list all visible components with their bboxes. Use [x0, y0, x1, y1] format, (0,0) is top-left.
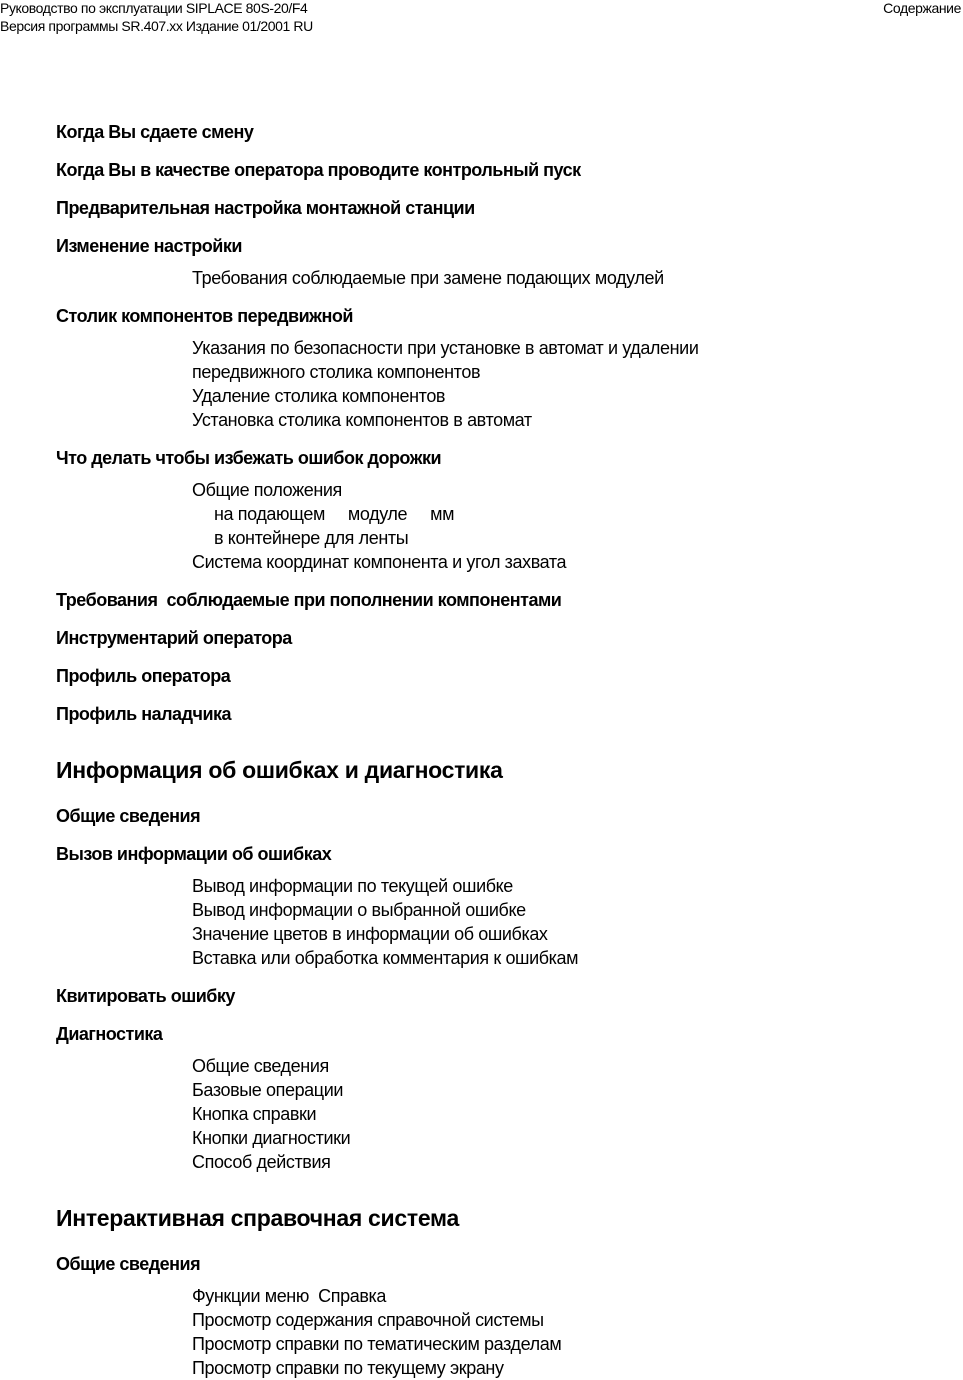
- toc-heading[interactable]: Когда Вы сдаете смену: [56, 122, 254, 142]
- toc-item[interactable]: Удаление столика компонентов: [192, 386, 446, 406]
- toc-chapter-title[interactable]: Информация об ошибках и диагностика: [56, 757, 503, 783]
- toc-item[interactable]: Способ действия: [192, 1152, 331, 1172]
- toc-heading[interactable]: Когда Вы в качестве оператора проводите контрольный пуск: [56, 160, 581, 180]
- toc-item[interactable]: Базовые операции: [192, 1080, 344, 1100]
- toc-item[interactable]: Кнопки диагностики: [192, 1128, 351, 1148]
- toc-heading[interactable]: Диагностика: [56, 1024, 163, 1044]
- toc-heading[interactable]: Инструментарий оператора: [56, 628, 292, 648]
- toc-heading[interactable]: Профиль наладчика: [56, 704, 232, 724]
- version-line: Версия программы SR.407.xx Издание 01/2001 RU: [0, 18, 313, 34]
- toc-heading[interactable]: Вызов информации об ошибках: [56, 844, 332, 864]
- toc-heading[interactable]: Квитировать ошибку: [56, 986, 235, 1006]
- toc-heading[interactable]: Что делать чтобы избежать ошибок дорожки: [56, 448, 442, 468]
- toc-item[interactable]: Вывод информации по текущей ошибке: [192, 876, 513, 896]
- toc-item[interactable]: Установка столика компонентов в автомат: [192, 410, 532, 430]
- toc-item[interactable]: Кнопка справки: [192, 1104, 317, 1124]
- toc-heading[interactable]: Предварительная настройка монтажной станции: [56, 198, 475, 218]
- toc-item[interactable]: Значение цветов в информации об ошибках: [192, 924, 548, 944]
- toc-heading[interactable]: Изменение настройки: [56, 236, 242, 256]
- toc-subitem[interactable]: на подающем модуле мм: [214, 504, 455, 524]
- toc-item[interactable]: Вывод информации о выбранной ошибке: [192, 900, 526, 920]
- manual-title: Руководство по эксплуатации SIPLACE 80S-20/F4: [0, 0, 308, 16]
- toc-heading[interactable]: Общие сведения: [56, 1254, 201, 1274]
- toc-item-continuation[interactable]: передвижного столика компонентов: [192, 362, 481, 382]
- toc-item[interactable]: Функции меню Справка: [192, 1286, 386, 1306]
- toc-item[interactable]: Общие положения: [192, 480, 342, 500]
- toc-item[interactable]: Просмотр содержания справочной системы: [192, 1310, 544, 1330]
- toc-item[interactable]: Просмотр справки по текущему экрану: [192, 1358, 504, 1378]
- toc-item[interactable]: Требования соблюдаемые при замене подающих модулей: [192, 268, 664, 288]
- toc-item[interactable]: Общие сведения: [192, 1056, 329, 1076]
- toc-heading[interactable]: Профиль оператора: [56, 666, 231, 686]
- toc-subitem[interactable]: в контейнере для ленты: [214, 528, 409, 548]
- toc-item[interactable]: Система координат компонента и угол захвата: [192, 552, 567, 572]
- toc-item[interactable]: Вставка или обработка комментария к ошибкам: [192, 948, 579, 968]
- toc-heading[interactable]: Столик компонентов передвижной: [56, 306, 353, 326]
- toc-heading[interactable]: Требования соблюдаемые при пополнении компонентами: [56, 590, 562, 610]
- toc-chapter-title[interactable]: Интерактивная справочная система: [56, 1205, 459, 1231]
- toc-item[interactable]: Указания по безопасности при установке в автомат и удалении: [192, 338, 699, 358]
- toc-heading[interactable]: Общие сведения: [56, 806, 201, 826]
- toc-item[interactable]: Просмотр справки по тематическим разделам: [192, 1334, 562, 1354]
- section-title: Содержание: [883, 0, 961, 16]
